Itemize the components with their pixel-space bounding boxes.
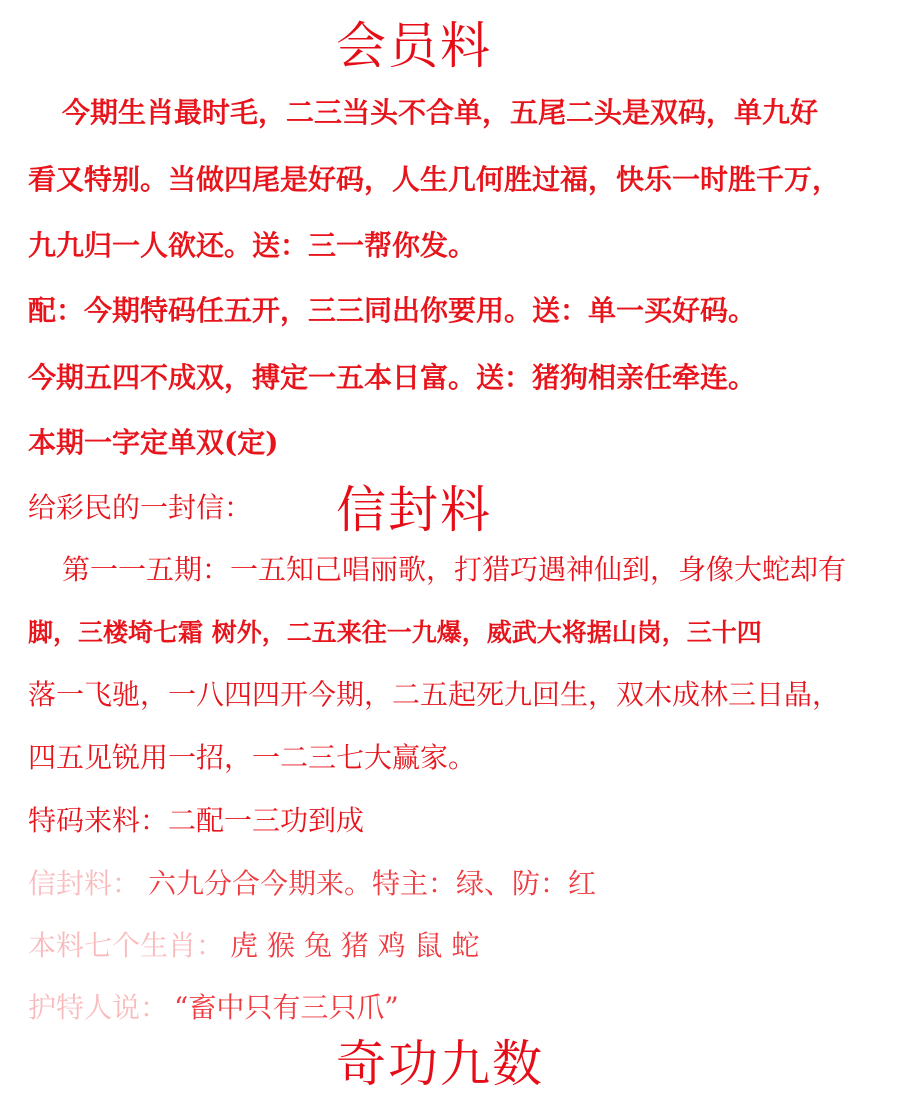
faded-line-3 [28, 990, 399, 1026]
bottom-heading: 奇功九数 [336, 1035, 544, 1093]
member-heading: 会员料 [336, 17, 492, 75]
member-line-6: 本期一字定单双(定) [28, 426, 279, 459]
faded-line-3-text: “畜中只有三只爪” [174, 991, 399, 1024]
letter-line-2: 脚，三楼埼七霜 树外，二五来往一九爆，威武大将据山岗，三十四 [28, 618, 762, 647]
letter-intro: 给彩民的一封信： [28, 491, 253, 524]
faded-line-2 [28, 928, 479, 964]
faded-line-2-text: 虎 猴 兔 猪 鸡 鼠 蛇 [230, 929, 480, 962]
member-line-4: 配：今期特码任五开，三三同出你要用。送：单一买好码。 [28, 294, 757, 327]
faded-line-1-text: 六九分合今期来。特主：绿、防：红 [148, 867, 597, 900]
faded-line-2-label: 本料七个生肖： [28, 929, 225, 962]
member-line-3: 九九归一人欲还。送：三一帮你发。 [28, 229, 477, 262]
letter-line-1: 第一一五期：一五知己唱丽歌，打猎巧遇神仙到，身像大蛇却有 [62, 553, 847, 586]
faded-line-1-label: 信封料： [28, 867, 141, 900]
faded-line-3-label: 护特人说： [28, 991, 169, 1024]
member-line-1: 今期生肖最时毛，二三当头不合单，五尾二头是双码，单九好 [62, 96, 819, 129]
faded-line-1 [28, 866, 596, 902]
letter-line-3: 落一飞驰，一八四四开今期，二五起死九回生，双木成林三日晶， [28, 678, 841, 711]
member-line-2: 看又特别。当做四尾是好码，人生几何胜过福，快乐一时胜千万， [28, 163, 841, 196]
letter-heading: 信封料 [336, 481, 492, 539]
member-line-5: 今期五四不成双，搏定一五本日富。送：猪狗相亲任牵连。 [28, 361, 757, 394]
special-code-line: 特码来料：二配一三功到成 [28, 804, 365, 837]
letter-line-4: 四五见锐用一招，一二三七大赢家。 [28, 741, 477, 774]
